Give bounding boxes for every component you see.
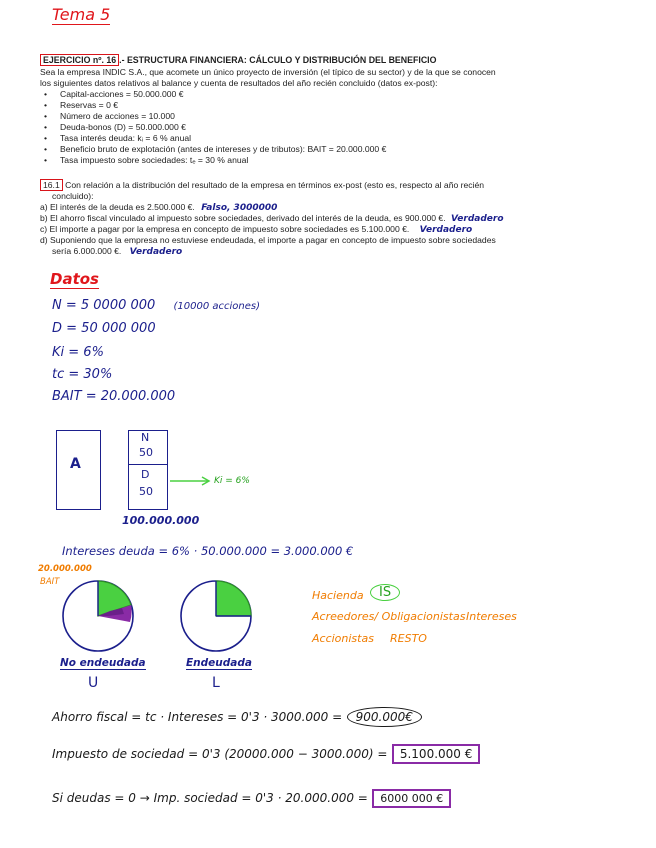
bullet-impuesto: • Tasa impuesto sobre sociedades: tₑ = 30 % anual [40,155,386,166]
question-line-1 [40,180,484,191]
legend-is: IS [370,584,400,601]
datos-title: Datos [50,270,99,288]
data-bullet-list [40,89,386,166]
data-line-tc: tc = 30% [52,367,113,382]
asset-label: A [70,456,81,472]
sin-deuda-line [52,789,451,807]
debt-letter: D [141,468,150,481]
option-d-text-1: d) Suponiendo que la empresa no estuviese endeudada, el importe a pagar en concepto de impuesto sobre sociedades [40,235,496,245]
arrow-right-icon [168,474,218,488]
option-a-note: Falso, 3000000 [201,203,278,213]
equity-letter: N [141,431,150,444]
legend-accionistas: Accionistas [312,632,374,645]
option-c-text: c) El importe a pagar por la empresa en concepto de impuesto sobre sociedades es 5.100.000 €. [40,224,410,234]
legend-intereses: Intereses [466,610,517,623]
debt-value: 50 [139,485,153,498]
pie-levered-label: Endeudada [186,657,252,669]
data-line-n [52,298,260,313]
pie-unlevered [58,578,142,654]
bullet-capital: • Capital-acciones = 50.000.000 € [40,89,386,100]
data-line-bait: BAIT = 20.000.000 [52,389,176,404]
pie-unlevered-label: No endeudada [60,657,146,669]
question-text-1: Con relación a la distribución del resultado de la empresa en términos ex-post (esto es, respecto al año recién [62,180,485,190]
option-d-note: Verdadero [129,247,183,257]
bullet-reservas: • Reservas = 0 € [40,100,386,111]
ahorro-fiscal-line [52,708,422,726]
impuesto-sociedades-result: 5.100.000 € [392,744,481,764]
legend-hacienda: Hacienda [312,589,364,602]
ahorro-fiscal-result: 900.000€ [347,707,422,727]
legend-resto: RESTO [390,632,427,645]
exercise-title: .- ESTRUCTURA FINANCIERA: CÁLCULO Y DISTRIBUCIÓN DEL BENEFICIO [119,55,437,65]
ahorro-fiscal-label: Ahorro fiscal = tc · Intereses = 0'3 · 3000.000 = [52,710,343,724]
impuesto-sociedades-line [52,745,480,763]
pie-bait-value: 20.000.000 [38,564,92,574]
option-c-note: Verdadero [419,225,473,235]
data-line-ki: Ki = 6% [52,345,104,360]
sin-deuda-result: 6000 000 € [372,789,451,808]
pie-levered [176,578,260,654]
bullet-acciones: • Número de acciones = 10.000 [40,111,386,122]
pie-levered-is-slice [216,581,251,616]
pie-bait-label: BAIT [40,577,60,587]
exercise-heading [40,55,436,66]
option-d-text-2: sería 6.000.000 €. [52,246,122,256]
data-line-n-extra: (10000 acciones) [173,301,260,312]
question-text-2: concluido): [52,191,94,201]
bullet-interes: • Tasa interés deuda: kᵢ = 6 % anual [40,133,386,144]
bullet-deuda: • Deuda-bonos (D) = 50.000.000 € [40,122,386,133]
liabilities-divider [128,464,168,465]
pie-unlevered-letter: U [88,675,99,691]
option-b-note: Verdadero [450,214,504,224]
bullet-bait: • Beneficio bruto de explotación (antes de intereses y de tributos): BAIT = 20.000.000 € [40,144,386,155]
data-line-n-main: N = 5 0000 000 [52,298,156,313]
equity-value: 50 [139,446,153,459]
pie-levered-letter: L [212,675,220,691]
sin-deuda-label: Si deudas = 0 → Imp. sociedad = 0'3 · 20.000.000 = [52,791,368,805]
legend-acreedores: Acreedores/ Obligacionistas [312,610,466,623]
balance-total: 100.000.000 [122,514,200,527]
exercise-intro-1: Sea la empresa INDIC S.A., que acomete un único proyecto de inversión (el típico de su sector) y de la que se conocen [40,67,496,77]
impuesto-sociedades-label: Impuesto de sociedad = 0'3 (20000.000 − 3000.000) = [52,747,388,761]
data-line-d: D = 50 000 000 [52,321,156,336]
option-a-text: a) El interés de la deuda es 2.500.000 €. [40,202,195,212]
exercise-label: EJERCICIO nº. 16 [40,54,119,66]
topic-title: Tema 5 [52,5,111,24]
option-d [52,246,182,258]
interest-calculation: Intereses deuda = 6% · 50.000.000 = 3.000.000 € [62,544,354,558]
option-b-text: b) El ahorro fiscal vinculado al impuesto sobre sociedades, derivado del interés de la deuda, es 900.000 €. [40,213,446,223]
question-label: 16.1 [40,179,63,191]
exercise-intro-2: los siguientes datos relativos al balance y cuenta de resultados del año recién concluido (datos ex-post): [40,78,438,88]
arrow-note: Ki = 6% [214,476,250,486]
